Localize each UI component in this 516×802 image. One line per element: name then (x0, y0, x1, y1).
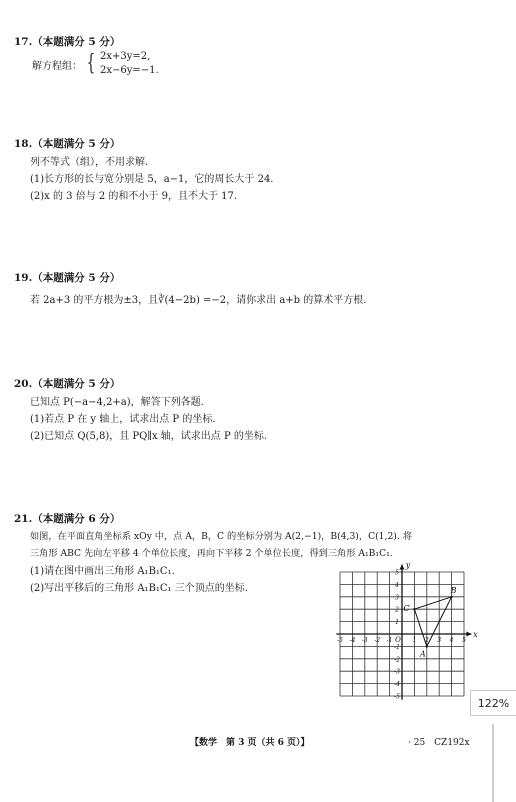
point-a (426, 645, 428, 647)
y-axis-label: y (405, 560, 411, 570)
y-tick-label: 4 (395, 581, 399, 589)
y-tick-label: -4 (394, 681, 400, 689)
x-tick-label: -5 (337, 637, 343, 644)
x-tick-label: -1 (386, 637, 393, 644)
x-tick-label: -4 (349, 637, 356, 644)
x-axis-label: x (473, 630, 478, 639)
question-21-line-4: (2)写出平移后的三角形 A₁B₁C₁ 三个顶点的坐标. (30, 583, 248, 594)
x-tick-label: -3 (361, 637, 368, 644)
question-19-line-1: 若 2a+3 的平方根为±3，且∛(4−2b) =−2，请你求出 a+b 的算术平方根. (30, 295, 367, 306)
footer-code: · 25 CZ192x (408, 738, 470, 748)
question-18-line-2: (1)长方形的长与宽分别是 5，a−1，它的周长大于 24. (30, 174, 274, 185)
point-c (413, 608, 415, 610)
point-label-a: A (419, 649, 426, 659)
x-tick-label: 5 (462, 637, 466, 644)
y-tick-label: 5 (395, 569, 399, 577)
x-axis-arrow (466, 632, 471, 637)
x-tick-label: -2 (374, 637, 381, 644)
brace-glyph: { (86, 51, 96, 76)
x-tick-label: 4 (449, 637, 454, 644)
question-21-line-3: (1)请在图中画出三角形 A₁B₁C₁. (30, 566, 175, 577)
question-20-line-3: (2)已知点 Q(5,8)，且 PQ∥x 轴，试求出点 P 的坐标. (30, 431, 268, 442)
equation-1: 2x+3y=2, (100, 51, 151, 62)
point-label-b: B (450, 585, 457, 595)
x-tick-label: 1 (412, 637, 417, 644)
question-21-heading: 21.（本题满分 6 分） (14, 513, 121, 525)
question-18-line-3: (2)x 的 3 倍与 2 的和不小于 9，且不大于 17. (30, 191, 238, 202)
point-label-c: C (403, 604, 410, 614)
zoom-panel (470, 690, 516, 802)
point-b (450, 596, 452, 598)
y-tick-label: 3 (395, 594, 399, 602)
coordinate-grid-svg (338, 558, 488, 710)
question-20-line-2: (1)若点 P 在 y 轴上，试求出点 P 的坐标. (30, 414, 216, 425)
equation-2: 2x−6y=−1. (100, 65, 159, 76)
footer-page-info: 【数学 第 3 页（共 6 页）】 (190, 738, 310, 748)
x-tick-label: 2 (424, 637, 429, 644)
question-21-line-1: 如图，在平面直角坐标系 xOy 中，点 A，B，C 的坐标分别为 A(2,−1)，B(4,3)，C(1,2). 将 (30, 531, 412, 542)
y-tick-label: -1 (394, 643, 400, 651)
question-20-heading: 20.（本题满分 5 分） (14, 378, 121, 390)
question-19-heading: 19.（本题满分 5 分） (14, 272, 121, 284)
question-17-system (32, 50, 159, 78)
y-axis-arrow (400, 565, 405, 570)
question-17-heading: 17.（本题满分 5 分） (14, 36, 121, 48)
zoom-slider-track[interactable] (492, 724, 494, 802)
y-tick-label: 2 (395, 606, 399, 614)
y-tick-label: -3 (394, 668, 400, 676)
equation-list (100, 50, 159, 78)
x-tick-label: 3 (437, 637, 442, 644)
question-17-prefix: 解方程组： (32, 60, 82, 72)
question-21-line-2: 三角形 ABC 先向左平移 4 个单位长度，再向下平移 2 个单位长度，得到三角形 A₁B₁C₁. (30, 548, 393, 559)
y-tick-label: 1 (395, 619, 399, 627)
question-18-heading: 18.（本题满分 5 分） (14, 138, 121, 150)
question-20-line-1: 已知点 P(−a−4,2+a)，解答下列各题. (30, 397, 204, 408)
zoom-level-indicator[interactable]: 122% (470, 690, 516, 716)
y-tick-label: -5 (394, 693, 400, 701)
question-18-line-1: 列不等式（组），不用求解. (30, 157, 149, 168)
origin-label: O (395, 636, 401, 644)
coordinate-grid-figure (338, 558, 488, 710)
y-tick-label: -2 (394, 656, 400, 664)
